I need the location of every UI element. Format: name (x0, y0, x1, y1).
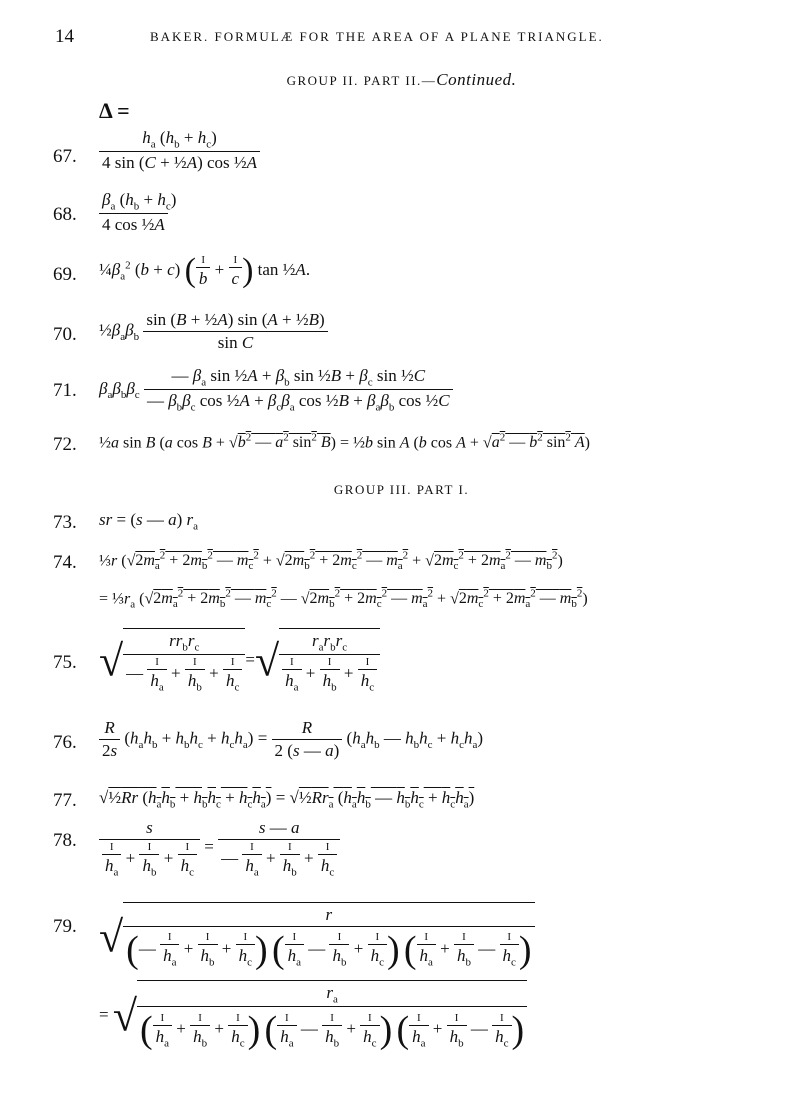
equation-number: 78. (53, 830, 77, 851)
formula: $\frac{h_a (h_b + h_c)}{\text{4 sin (C + ½A) cos ½A}}$ (99, 128, 260, 173)
formula: $\frac{1}{4}\beta_a^2$ (b + c) ( $\frac{I}{b}$ + $\frac{I}{c}$ ) tan ½A. (99, 252, 311, 289)
formula: s $\frac{I}{h_a}$ + $\frac{I}{h_b}$ + $\frac{I}{h_c}$ = s — a — $\frac{I}{h_a}$ + $\frac{I}{h_b}$ + $\frac{I}{h_c}$ (99, 818, 340, 878)
formula-continued: = √ $r_a$ ( $\frac{I}{h_a}$ + $\frac{I}{h_b}$ + $\frac{I}{h_c}$ ) ( $\frac{I}{h_a}$ — $\frac{I}{h_b}$ + $\frac{I}{h_c}$ ) ( $\frac{I}{h_a}$ + $\frac{I}{h_b}$ — $\frac{I}{h_c}$ ) (99, 980, 527, 1052)
equation-number: 70. (53, 324, 77, 345)
delta-symbol: Δ = (99, 98, 130, 123)
equation-number: 71. (53, 380, 77, 401)
page-header (0, 24, 803, 48)
equation-number: 77. (53, 790, 77, 811)
continued-label: Continued. (436, 70, 517, 89)
running-head: BAKER. FORMULÆ FOR THE AREA OF A PLANE TRIANGLE. (150, 29, 604, 44)
group-title: GROUP II. PART II.— (286, 73, 437, 88)
page-number: 14 (55, 26, 74, 47)
formula: sr = (s — a) $r_a$ (99, 510, 199, 533)
formula: $\frac{\beta_a (h_b + h_c)}{\text{4 cos ½A}}$ (99, 190, 179, 235)
equation-number: 72. (53, 434, 77, 455)
equation-number: 79. (53, 916, 77, 937)
equation-number: 74. (53, 552, 77, 573)
equation-number: 75. (53, 652, 77, 673)
formula: ⅓r ($√2m_a^2 + 2m_b^2$ — $m_c^2 + √2m_b^2 + 2m_c^2$ — $m_a^2 + √2m_c^2 + 2m_a^2$ — $m_b^2$) (99, 550, 563, 573)
formula: √ $rr_br_c$ — $\frac{I}{h_a}$ + $\frac{I}{h_b}$ + $\frac{I}{h_c}$ =√ $r_ar_br_c$ $\frac{I}{h_a}$ + $\frac{I}{h_b}$ + $\frac{I}{h_c}$ (99, 628, 380, 694)
equation-number: 69. (53, 264, 77, 285)
group-heading-2 (0, 70, 803, 90)
formula: ½a sin B (a $\cos B + √b^2$ — $a^2$ $\sin^2 B$) = ½b sin A (b $\cos A + √a^2$ — $b^2$ $\sin^2 A$) (99, 432, 590, 452)
formula: √½Rr $(h_ah_b + h_bh_c + h_ch_a)$ = $√\frac{1}{2}Rr_a$ ($h_ah_b$ — $h_bh_c + h_ch_a$) (99, 788, 475, 811)
formula: $\frac{R}{2s}$ $(h_ah_b + h_bh_c + h_ch_a)$ = $\frac{R}{2 (s — a)}$ ($h_ah_b$ — $h_bh_c + h_ch_a$) (99, 718, 483, 761)
group-title: GROUP III. PART I. (333, 482, 470, 497)
formula: √ r (— $\frac{I}{h_a}$ + $\frac{I}{h_b}$ + $\frac{I}{h_c}$ ) ( $\frac{I}{h_a}$ — $\frac{I}{h_b}$ + $\frac{I}{h_c}$ ) ( $\frac{I}{h_a}$ + $\frac{I}{h_b}$ — $\frac{I}{h_c}$ ) (99, 902, 535, 972)
formula: $\frac{1}{2}\beta_a\beta_b$ $\frac{\text{sin (B + ½A) sin (A + ½B)}}{\text{sin C}}$ (99, 310, 328, 353)
equation-number: 68. (53, 204, 77, 225)
formula-continued: = $\frac{1}{3}r_a$ ($√2m_a^2 + 2m_b^2$ — $m_c^2$ — $√2m_b^2 + 2m_c^2$ — $m_a^2 + √2m_c^2 + 2m_a^2$ — $m_b^2$) (99, 588, 588, 611)
equation-number: 73. (53, 512, 77, 533)
formula: $\beta_a\beta_b\beta_c$ $\frac{— \beta_a \sin \frac{1}{2}A + \beta_b \sin \frac{1}{2}B + \beta_c \sin \frac{1}{2}C}{— \beta_b\beta_c \cos \frac{1}{2}A + \beta_c\beta_a \cos \frac{1}{2}B + \beta_a\beta_b \cos \frac{1}{2}C}$ (99, 366, 453, 414)
equation-number: 76. (53, 732, 77, 753)
group-heading-3 (0, 482, 803, 498)
equation-number: 67. (53, 146, 77, 167)
